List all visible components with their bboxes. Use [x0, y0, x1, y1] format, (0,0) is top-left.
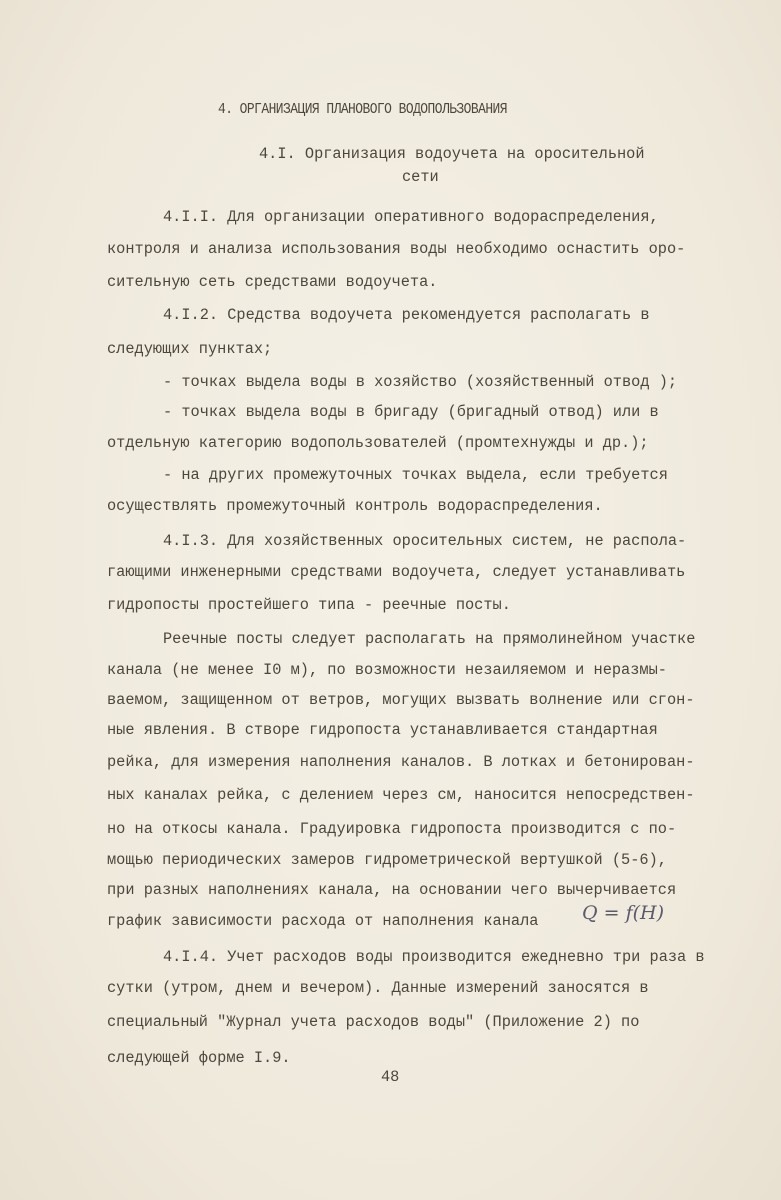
text-line: 4.I.3. Для хозяйственных оросительных систем, не распола- [163, 532, 687, 550]
text-line: следующей форме I.9. [107, 1049, 291, 1067]
handwritten-formula: Q = f(H) [582, 902, 665, 924]
page-number: 48 [381, 1068, 400, 1086]
text-line: Реечные посты следует располагать на прямолинейном участке [163, 630, 696, 648]
text-line: ные явления. В створе гидропоста устанавливается стандартная [107, 721, 658, 739]
chapter-title: 4. ОРГАНИЗАЦИЯ ПЛАНОВОГО ВОДОПОЛЬЗОВАНИЯ [218, 101, 508, 118]
text-line: - точках выдела воды в бригаду (бригадный отвод) или в [163, 403, 659, 421]
section-title: 4.I. Организация водоучета на оросительной [259, 145, 645, 163]
text-line: отдельную категорию водопользователей (промтехнужды и др.); [107, 434, 649, 452]
text-line: - точках выдела воды в хозяйство (хозяйственный отвод ); [163, 373, 678, 391]
text-line: 4.I.4. Учет расходов воды производится ежедневно три раза в [163, 948, 705, 966]
text-line: 4.I.2. Средства водоучета рекомендуется располагать в [163, 306, 650, 324]
text-line: рейка, для измерения наполнения каналов. В лотках и бетонирован- [107, 753, 695, 771]
text-line: ваемом, защищенном от ветров, могущих вызвать волнение или сгон- [107, 691, 695, 709]
text-line: мощью периодических замеров гидрометрической вертушкой (5-6), [107, 851, 667, 869]
text-line: график зависимости расхода от наполнения канала [107, 912, 539, 930]
text-line: сутки (утром, днем и вечером). Данные измерений заносятся в [107, 979, 649, 997]
text-line: ных каналах рейка, с делением через см, наносится непосредствен- [107, 786, 695, 804]
text-line: следующих пунктах; [107, 340, 273, 358]
text-line: но на откосы канала. Градуировка гидропоста производится с по- [107, 820, 677, 838]
text-line: сительную сеть средствами водоучета. [107, 273, 438, 291]
text-line: - на других промежуточных точках выдела, если требуется [163, 466, 668, 484]
text-line: гидропосты простейшего типа - реечные посты. [107, 596, 511, 614]
text-line: специальный "Журнал учета расходов воды" (Приложение 2) по [107, 1013, 640, 1031]
text-line: 4.I.I. Для организации оперативного водораспределения, [163, 208, 659, 226]
text-line: канала (не менее I0 м), по возможности незаиляемом и неразмы- [107, 661, 667, 679]
text-line: при разных наполнениях канала, на основании чего вычерчивается [107, 881, 677, 899]
text-line: контроля и анализа использования воды необходимо оснастить оро- [107, 240, 686, 258]
section-title-continuation: сети [402, 168, 439, 186]
text-line: гающими инженерными средствами водоучета, следует устанавливать [107, 563, 686, 581]
text-line: осуществлять промежуточный контроль водораспределения. [107, 497, 603, 515]
